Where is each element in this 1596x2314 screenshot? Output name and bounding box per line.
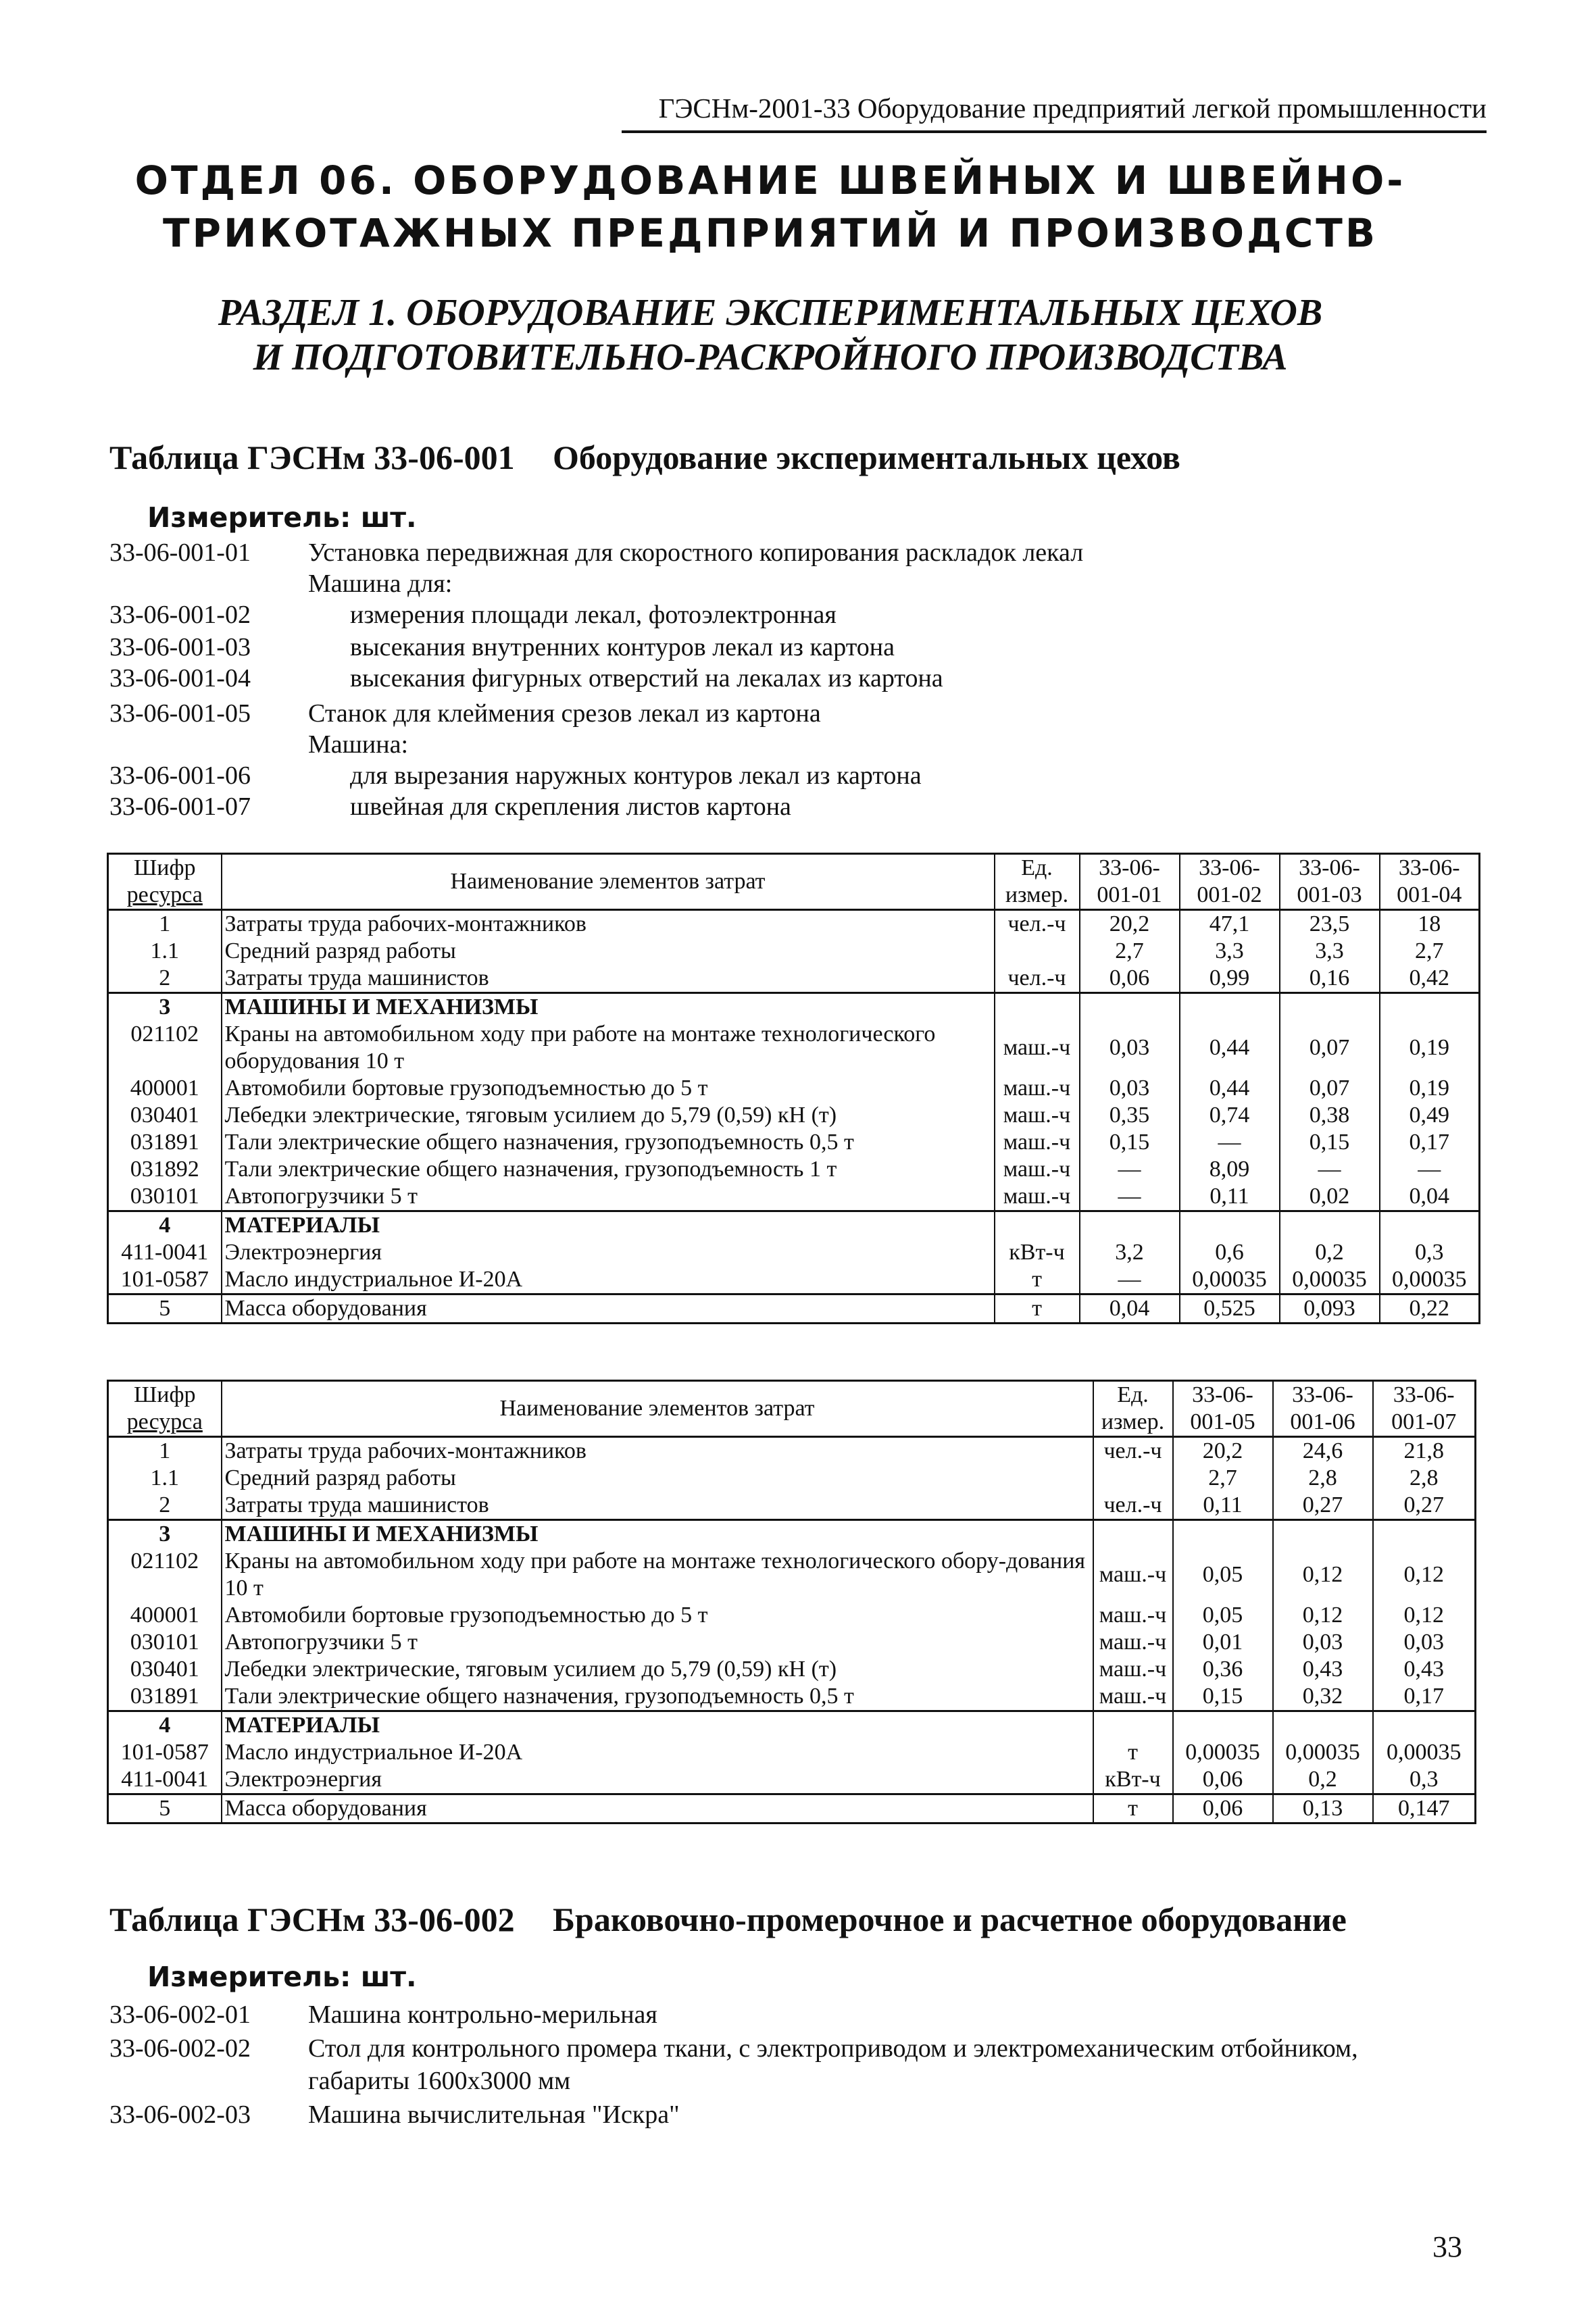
- cell-code: 101-0587: [108, 1739, 222, 1766]
- cell-code: 3: [108, 993, 222, 1022]
- table-row: [108, 1239, 1480, 1266]
- cell-code: 1: [108, 1437, 222, 1465]
- table-body: [108, 910, 1480, 1324]
- cell-unit: [1093, 1711, 1173, 1740]
- cell-value: 0,22: [1380, 1294, 1480, 1324]
- cell-name: Автопогрузчики 5 т: [222, 1183, 995, 1211]
- cell-value: —: [1280, 1156, 1380, 1183]
- cell-value: 0,00035: [1373, 1739, 1476, 1766]
- part-title-line-2: И ПОДГОТОВИТЕЛЬНО-РАСКРОЙНОГО ПРОИЗВОДСТВА: [253, 336, 1288, 378]
- table2-heading: [109, 1900, 1347, 1939]
- cell-name: Лебедки электрические, тяговым усилием до 5,79 (0,59) кН (т): [222, 1656, 1093, 1683]
- cell-value: 0,3: [1373, 1766, 1476, 1794]
- cell-value: 0,03: [1373, 1629, 1476, 1656]
- cell-value: 2,8: [1373, 1465, 1476, 1492]
- cell-value: 0,06: [1080, 965, 1180, 993]
- cell-unit: [1093, 1465, 1173, 1492]
- cell-value: [1180, 993, 1280, 1022]
- cell-unit: маш.-ч: [1093, 1602, 1173, 1629]
- cell-value: 0,12: [1273, 1602, 1373, 1629]
- cell-value: 0,43: [1273, 1656, 1373, 1683]
- table-row: [108, 1602, 1476, 1629]
- cell-unit: [995, 1211, 1080, 1240]
- cell-unit: маш.-ч: [995, 1021, 1080, 1075]
- cell-value: [1373, 1520, 1476, 1549]
- item-code: 33-06-002-01: [109, 2001, 251, 2029]
- item-code: 33-06-002-03: [109, 2101, 251, 2129]
- header-text: 001-01: [1097, 882, 1162, 907]
- cell-value: 0,38: [1280, 1102, 1380, 1129]
- item-text: Машина контрольно-мерильная: [308, 2001, 657, 2029]
- header-col: [1080, 854, 1180, 910]
- cell-name: Затраты труда машинистов: [222, 1492, 1093, 1520]
- section-title-line-1: ОТДЕЛ 06. ОБОРУДОВАНИЕ ШВЕЙНЫХ И ШВЕЙНО-: [134, 157, 1406, 203]
- cell-value: 0,03: [1080, 1021, 1180, 1075]
- cell-unit: маш.-ч: [1093, 1629, 1173, 1656]
- header-name: Наименование элементов затрат: [222, 1381, 1093, 1437]
- cell-unit: маш.-ч: [1093, 1683, 1173, 1711]
- cell-code: 400001: [108, 1075, 222, 1102]
- cell-value: 0,11: [1173, 1492, 1273, 1520]
- cell-value: 0,3: [1380, 1239, 1480, 1266]
- cell-value: 0,01: [1173, 1629, 1273, 1656]
- header-text: измер.: [1101, 1409, 1165, 1434]
- cell-value: 0,11: [1180, 1183, 1280, 1211]
- item-text: Станок для клеймения срезов лекал из картона: [308, 699, 821, 728]
- table-row: [108, 1465, 1476, 1492]
- cell-value: 0,00035: [1173, 1739, 1273, 1766]
- header-text: 33-06-: [1099, 855, 1160, 880]
- cell-name: Затраты труда машинистов: [222, 965, 995, 993]
- cell-value: 0,13: [1273, 1794, 1373, 1823]
- header-text: 33-06-: [1192, 1382, 1253, 1407]
- header-text: 33-06-: [1199, 855, 1260, 880]
- cell-value: 0,147: [1373, 1794, 1476, 1823]
- cell-value: 0,03: [1080, 1075, 1180, 1102]
- cell-value: 0,43: [1373, 1656, 1476, 1683]
- cell-value: 0,27: [1373, 1492, 1476, 1520]
- header-col: [1180, 854, 1280, 910]
- header-text: 001-06: [1290, 1409, 1355, 1434]
- header-rule: [622, 130, 1487, 133]
- cell-name: Масса оборудования: [222, 1794, 1093, 1823]
- header-text: 33-06-: [1299, 855, 1360, 880]
- table1-code: Таблица ГЭСНм 33-06-001: [109, 438, 515, 476]
- part-title-line-1: РАЗДЕЛ 1. ОБОРУДОВАНИЕ ЭКСПЕРИМЕНТАЛЬНЫХ ЦЕХОВ: [218, 292, 1323, 334]
- cell-code: 400001: [108, 1602, 222, 1629]
- cell-value: 0,093: [1280, 1294, 1380, 1324]
- cell-value: 0,2: [1280, 1239, 1380, 1266]
- header-col: [1280, 854, 1380, 910]
- cell-value: 0,36: [1173, 1656, 1273, 1683]
- cell-name: Электроэнергия: [222, 1766, 1093, 1794]
- cell-unit: т: [995, 1294, 1080, 1324]
- page-number: 33: [1432, 2230, 1462, 2263]
- cell-code: 030101: [108, 1629, 222, 1656]
- header-col: [1380, 854, 1480, 910]
- table1-meter: Измеритель: шт.: [147, 501, 417, 534]
- cell-value: [1380, 993, 1480, 1022]
- cell-name: Краны на автомобильном ходу при работе на монтаже технологического обору-дования 10 т: [222, 1548, 1093, 1602]
- header-text: ресурса: [126, 1409, 203, 1434]
- cell-value: 21,8: [1373, 1437, 1476, 1465]
- cell-value: 0,00035: [1280, 1266, 1380, 1294]
- cell-value: 0,04: [1380, 1183, 1480, 1211]
- cell-code: 411-0041: [108, 1239, 222, 1266]
- table1-heading: [109, 438, 1180, 477]
- cell-name: Лебедки электрические, тяговым усилием до 5,79 (0,59) кН (т): [222, 1102, 995, 1129]
- item-text: габариты 1600х3000 мм: [308, 2067, 571, 2095]
- cell-value: 0,07: [1280, 1075, 1380, 1102]
- cell-code: 2: [108, 965, 222, 993]
- cell-value: 0,19: [1380, 1021, 1480, 1075]
- cell-value: —: [1080, 1266, 1180, 1294]
- table1-title: Оборудование экспериментальных цехов: [553, 438, 1180, 476]
- section-title: [108, 154, 1432, 259]
- cell-name: Автомобили бортовые грузоподъемностью до 5 т: [222, 1075, 995, 1102]
- cell-value: 3,2: [1080, 1239, 1180, 1266]
- cell-name: Электроэнергия: [222, 1239, 995, 1266]
- cell-value: —: [1080, 1156, 1180, 1183]
- table-row: [108, 1266, 1480, 1294]
- cell-value: 0,6: [1180, 1239, 1280, 1266]
- cell-value: 0,15: [1173, 1683, 1273, 1711]
- item-code: 33-06-001-05: [109, 699, 251, 728]
- cell-code: 411-0041: [108, 1766, 222, 1794]
- cell-code: 030401: [108, 1102, 222, 1129]
- table-row: [108, 1492, 1476, 1520]
- table-row: [108, 1794, 1476, 1823]
- table-row: [108, 1156, 1480, 1183]
- header-text: Шифр: [133, 855, 196, 880]
- cell-value: 0,04: [1080, 1294, 1180, 1324]
- cell-value: 0,17: [1373, 1683, 1476, 1711]
- cell-unit: маш.-ч: [995, 1129, 1080, 1156]
- cell-value: 47,1: [1180, 910, 1280, 938]
- cell-value: 0,49: [1380, 1102, 1480, 1129]
- cell-value: [1273, 1711, 1373, 1740]
- cell-value: 0,99: [1180, 965, 1280, 993]
- cell-value: [1280, 993, 1380, 1022]
- cell-name: Автомобили бортовые грузоподъемностью до 5 т: [222, 1602, 1093, 1629]
- cell-unit: т: [1093, 1739, 1173, 1766]
- item-code: 33-06-002-02: [109, 2034, 251, 2063]
- header-text: Ед.: [1117, 1382, 1149, 1407]
- table2-meter: Измеритель: шт.: [147, 1961, 417, 1993]
- cell-unit: кВт-ч: [1093, 1766, 1173, 1794]
- cell-name: Затраты труда рабочих-монтажников: [222, 1437, 1093, 1465]
- cell-name: МАТЕРИАЛЫ: [222, 1711, 1093, 1740]
- cell-value: 20,2: [1080, 910, 1180, 938]
- resource-table-1: [107, 853, 1480, 1324]
- cell-value: [1273, 1520, 1373, 1549]
- item-text: высекания фигурных отверстий на лекалах из картона: [350, 664, 943, 693]
- cell-value: 2,8: [1273, 1465, 1373, 1492]
- cell-value: 2,7: [1080, 938, 1180, 965]
- cell-unit: кВт-ч: [995, 1239, 1080, 1266]
- cell-value: 2,7: [1380, 938, 1480, 965]
- cell-name: Масло индустриальное И-20А: [222, 1739, 1093, 1766]
- table-row: [108, 1211, 1480, 1240]
- header-text: 001-03: [1297, 882, 1362, 907]
- cell-code: 1: [108, 910, 222, 938]
- item-text: Машина вычислительная "Искра": [308, 2101, 680, 2129]
- part-title: [108, 291, 1432, 380]
- cell-value: [1180, 1211, 1280, 1240]
- cell-value: [1080, 1211, 1180, 1240]
- table-row: [108, 1683, 1476, 1711]
- cell-unit: т: [995, 1266, 1080, 1294]
- table-row: [108, 1075, 1480, 1102]
- table-row: [108, 910, 1480, 938]
- cell-name: Тали электрические общего назначения, грузоподъемность 0,5 т: [222, 1683, 1093, 1711]
- cell-value: 0,42: [1380, 965, 1480, 993]
- cell-unit: [995, 938, 1080, 965]
- table-row: [108, 938, 1480, 965]
- cell-value: 3,3: [1280, 938, 1380, 965]
- header-unit: [1093, 1381, 1173, 1437]
- cell-value: 0,19: [1380, 1075, 1480, 1102]
- cell-value: [1080, 993, 1180, 1022]
- cell-code: 021102: [108, 1021, 222, 1075]
- header-code: [108, 854, 222, 910]
- item-code: 33-06-001-01: [109, 538, 251, 567]
- header-col: [1273, 1381, 1373, 1437]
- cell-value: 0,15: [1280, 1129, 1380, 1156]
- resource-table-2: [107, 1380, 1476, 1824]
- cell-value: 0,12: [1373, 1602, 1476, 1629]
- cell-name: Средний разряд работы: [222, 1465, 1093, 1492]
- cell-value: 0,00035: [1180, 1266, 1280, 1294]
- cell-unit: [995, 993, 1080, 1022]
- cell-value: 20,2: [1173, 1437, 1273, 1465]
- cell-value: 0,32: [1273, 1683, 1373, 1711]
- table-row: [108, 1183, 1480, 1211]
- cell-value: 24,6: [1273, 1437, 1373, 1465]
- cell-value: 0,03: [1273, 1629, 1373, 1656]
- cell-code: 1.1: [108, 938, 222, 965]
- item-text: высекания внутренних контуров лекал из картона: [350, 633, 895, 661]
- cell-unit: маш.-ч: [995, 1156, 1080, 1183]
- cell-unit: чел.-ч: [995, 910, 1080, 938]
- cell-value: [1280, 1211, 1380, 1240]
- cell-value: 3,3: [1180, 938, 1280, 965]
- header-code: [108, 1381, 222, 1437]
- item-text: для вырезания наружных контуров лекал из картона: [350, 761, 922, 790]
- item-code: 33-06-001-07: [109, 793, 251, 821]
- cell-value: 0,74: [1180, 1102, 1280, 1129]
- section-title-line-2: ТРИКОТАЖНЫХ ПРЕДПРИЯТИЙ И ПРОИЗВОДСТВ: [162, 210, 1378, 256]
- item-text: швейная для скрепления листов картона: [350, 793, 791, 821]
- cell-unit: маш.-ч: [995, 1102, 1080, 1129]
- cell-value: 0,02: [1280, 1183, 1380, 1211]
- cell-code: 021102: [108, 1548, 222, 1602]
- cell-unit: маш.-ч: [995, 1183, 1080, 1211]
- header-text: 33-06-: [1398, 855, 1460, 880]
- header-col: [1373, 1381, 1476, 1437]
- running-head: ГЭСНм-2001-33 Оборудование предприятий легкой промышленности: [658, 93, 1487, 124]
- cell-name: Масса оборудования: [222, 1294, 995, 1324]
- cell-value: 0,00035: [1273, 1739, 1373, 1766]
- cell-value: 8,09: [1180, 1156, 1280, 1183]
- cell-value: 0,06: [1173, 1766, 1273, 1794]
- table-row: [108, 1739, 1476, 1766]
- cell-code: 031891: [108, 1129, 222, 1156]
- table-row: [108, 1520, 1476, 1549]
- table-header-row: [108, 854, 1480, 910]
- cell-code: 3: [108, 1520, 222, 1549]
- cell-name: Автопогрузчики 5 т: [222, 1629, 1093, 1656]
- item-text: Машина для:: [308, 570, 453, 598]
- cell-unit: т: [1093, 1794, 1173, 1823]
- cell-value: 0,2: [1273, 1766, 1373, 1794]
- cell-code: 5: [108, 1294, 222, 1324]
- table2-title: Браковочно-промерочное и расчетное оборудование: [553, 1901, 1347, 1938]
- table-body: [108, 1437, 1476, 1823]
- cell-name: МАШИНЫ И МЕХАНИЗМЫ: [222, 993, 995, 1022]
- cell-name: МАТЕРИАЛЫ: [222, 1211, 995, 1240]
- table-row: [108, 1437, 1476, 1465]
- cell-code: 031891: [108, 1683, 222, 1711]
- cell-code: 4: [108, 1211, 222, 1240]
- item-code: 33-06-001-06: [109, 761, 251, 790]
- cell-value: 0,05: [1173, 1602, 1273, 1629]
- item-code: 33-06-001-03: [109, 633, 251, 661]
- table-row: [108, 1129, 1480, 1156]
- cell-code: 030401: [108, 1656, 222, 1683]
- cell-code: 4: [108, 1711, 222, 1740]
- cell-value: —: [1180, 1129, 1280, 1156]
- header-text: 001-02: [1197, 882, 1262, 907]
- table2-code: Таблица ГЭСНм 33-06-002: [109, 1901, 515, 1938]
- cell-name: Масло индустриальное И-20А: [222, 1266, 995, 1294]
- table-header-row: [108, 1381, 1476, 1437]
- cell-value: 0,17: [1380, 1129, 1480, 1156]
- cell-code: 1.1: [108, 1465, 222, 1492]
- cell-value: —: [1380, 1156, 1480, 1183]
- cell-value: 0,07: [1280, 1021, 1380, 1075]
- cell-unit: чел.-ч: [1093, 1437, 1173, 1465]
- table-row: [108, 1629, 1476, 1656]
- cell-value: 23,5: [1280, 910, 1380, 938]
- cell-code: 2: [108, 1492, 222, 1520]
- cell-name: Средний разряд работы: [222, 938, 995, 965]
- cell-value: 0,35: [1080, 1102, 1180, 1129]
- header-col: [1173, 1381, 1273, 1437]
- table-row: [108, 1294, 1480, 1324]
- cell-value: 0,16: [1280, 965, 1380, 993]
- cell-value: 0,27: [1273, 1492, 1373, 1520]
- header-text: 33-06-: [1292, 1382, 1353, 1407]
- cell-value: 0,44: [1180, 1021, 1280, 1075]
- cell-value: [1373, 1711, 1476, 1740]
- header-text: 001-05: [1190, 1409, 1255, 1434]
- cell-value: 0,525: [1180, 1294, 1280, 1324]
- header-text: Ед.: [1021, 855, 1053, 880]
- cell-name: МАШИНЫ И МЕХАНИЗМЫ: [222, 1520, 1093, 1549]
- cell-code: 030101: [108, 1183, 222, 1211]
- cell-name: Тали электрические общего назначения, грузоподъемность 0,5 т: [222, 1129, 995, 1156]
- cell-value: [1380, 1211, 1480, 1240]
- cell-value: 0,06: [1173, 1794, 1273, 1823]
- header-text: ресурса: [126, 882, 203, 907]
- cell-unit: маш.-ч: [1093, 1548, 1173, 1602]
- cell-value: 0,00035: [1380, 1266, 1480, 1294]
- item-code: 33-06-001-04: [109, 664, 251, 693]
- cell-unit: маш.-ч: [995, 1075, 1080, 1102]
- item-code: 33-06-001-02: [109, 601, 251, 629]
- header-text: 001-04: [1397, 882, 1462, 907]
- cell-value: —: [1080, 1183, 1180, 1211]
- table-row: [108, 1021, 1480, 1075]
- cell-code: 031892: [108, 1156, 222, 1183]
- cell-value: [1173, 1520, 1273, 1549]
- cell-value: 2,7: [1173, 1465, 1273, 1492]
- item-text: Машина:: [308, 730, 409, 759]
- cell-value: 0,44: [1180, 1075, 1280, 1102]
- item-text: Стол для контрольного промера ткани, с электроприводом и электромеханическим отбойником,: [308, 2034, 1358, 2063]
- table-row: [108, 1656, 1476, 1683]
- table-row: [108, 1766, 1476, 1794]
- header-text: 001-07: [1391, 1409, 1457, 1434]
- header-text: измер.: [1005, 882, 1069, 907]
- item-text: измерения площади лекал, фотоэлектронная: [350, 601, 837, 629]
- cell-value: 0,12: [1373, 1548, 1476, 1602]
- item-text: Установка передвижная для скоростного копирования раскладок лекал: [308, 538, 1084, 567]
- cell-code: 101-0587: [108, 1266, 222, 1294]
- cell-value: [1173, 1711, 1273, 1740]
- cell-code: 5: [108, 1794, 222, 1823]
- table-row: [108, 1711, 1476, 1740]
- header-text: Шифр: [133, 1382, 196, 1407]
- table-row: [108, 993, 1480, 1022]
- table-row: [108, 965, 1480, 993]
- cell-value: 0,05: [1173, 1548, 1273, 1602]
- cell-name: Тали электрические общего назначения, грузоподъемность 1 т: [222, 1156, 995, 1183]
- cell-name: Краны на автомобильном ходу при работе на монтаже технологического оборудования 10 т: [222, 1021, 995, 1075]
- cell-value: 0,12: [1273, 1548, 1373, 1602]
- cell-value: 0,15: [1080, 1129, 1180, 1156]
- table-row: [108, 1548, 1476, 1602]
- cell-name: Затраты труда рабочих-монтажников: [222, 910, 995, 938]
- header-unit: [995, 854, 1080, 910]
- cell-unit: [1093, 1520, 1173, 1549]
- cell-value: 18: [1380, 910, 1480, 938]
- cell-unit: чел.-ч: [1093, 1492, 1173, 1520]
- header-name: Наименование элементов затрат: [222, 854, 995, 910]
- cell-unit: маш.-ч: [1093, 1656, 1173, 1683]
- cell-unit: чел.-ч: [995, 965, 1080, 993]
- header-text: 33-06-: [1393, 1382, 1455, 1407]
- table-row: [108, 1102, 1480, 1129]
